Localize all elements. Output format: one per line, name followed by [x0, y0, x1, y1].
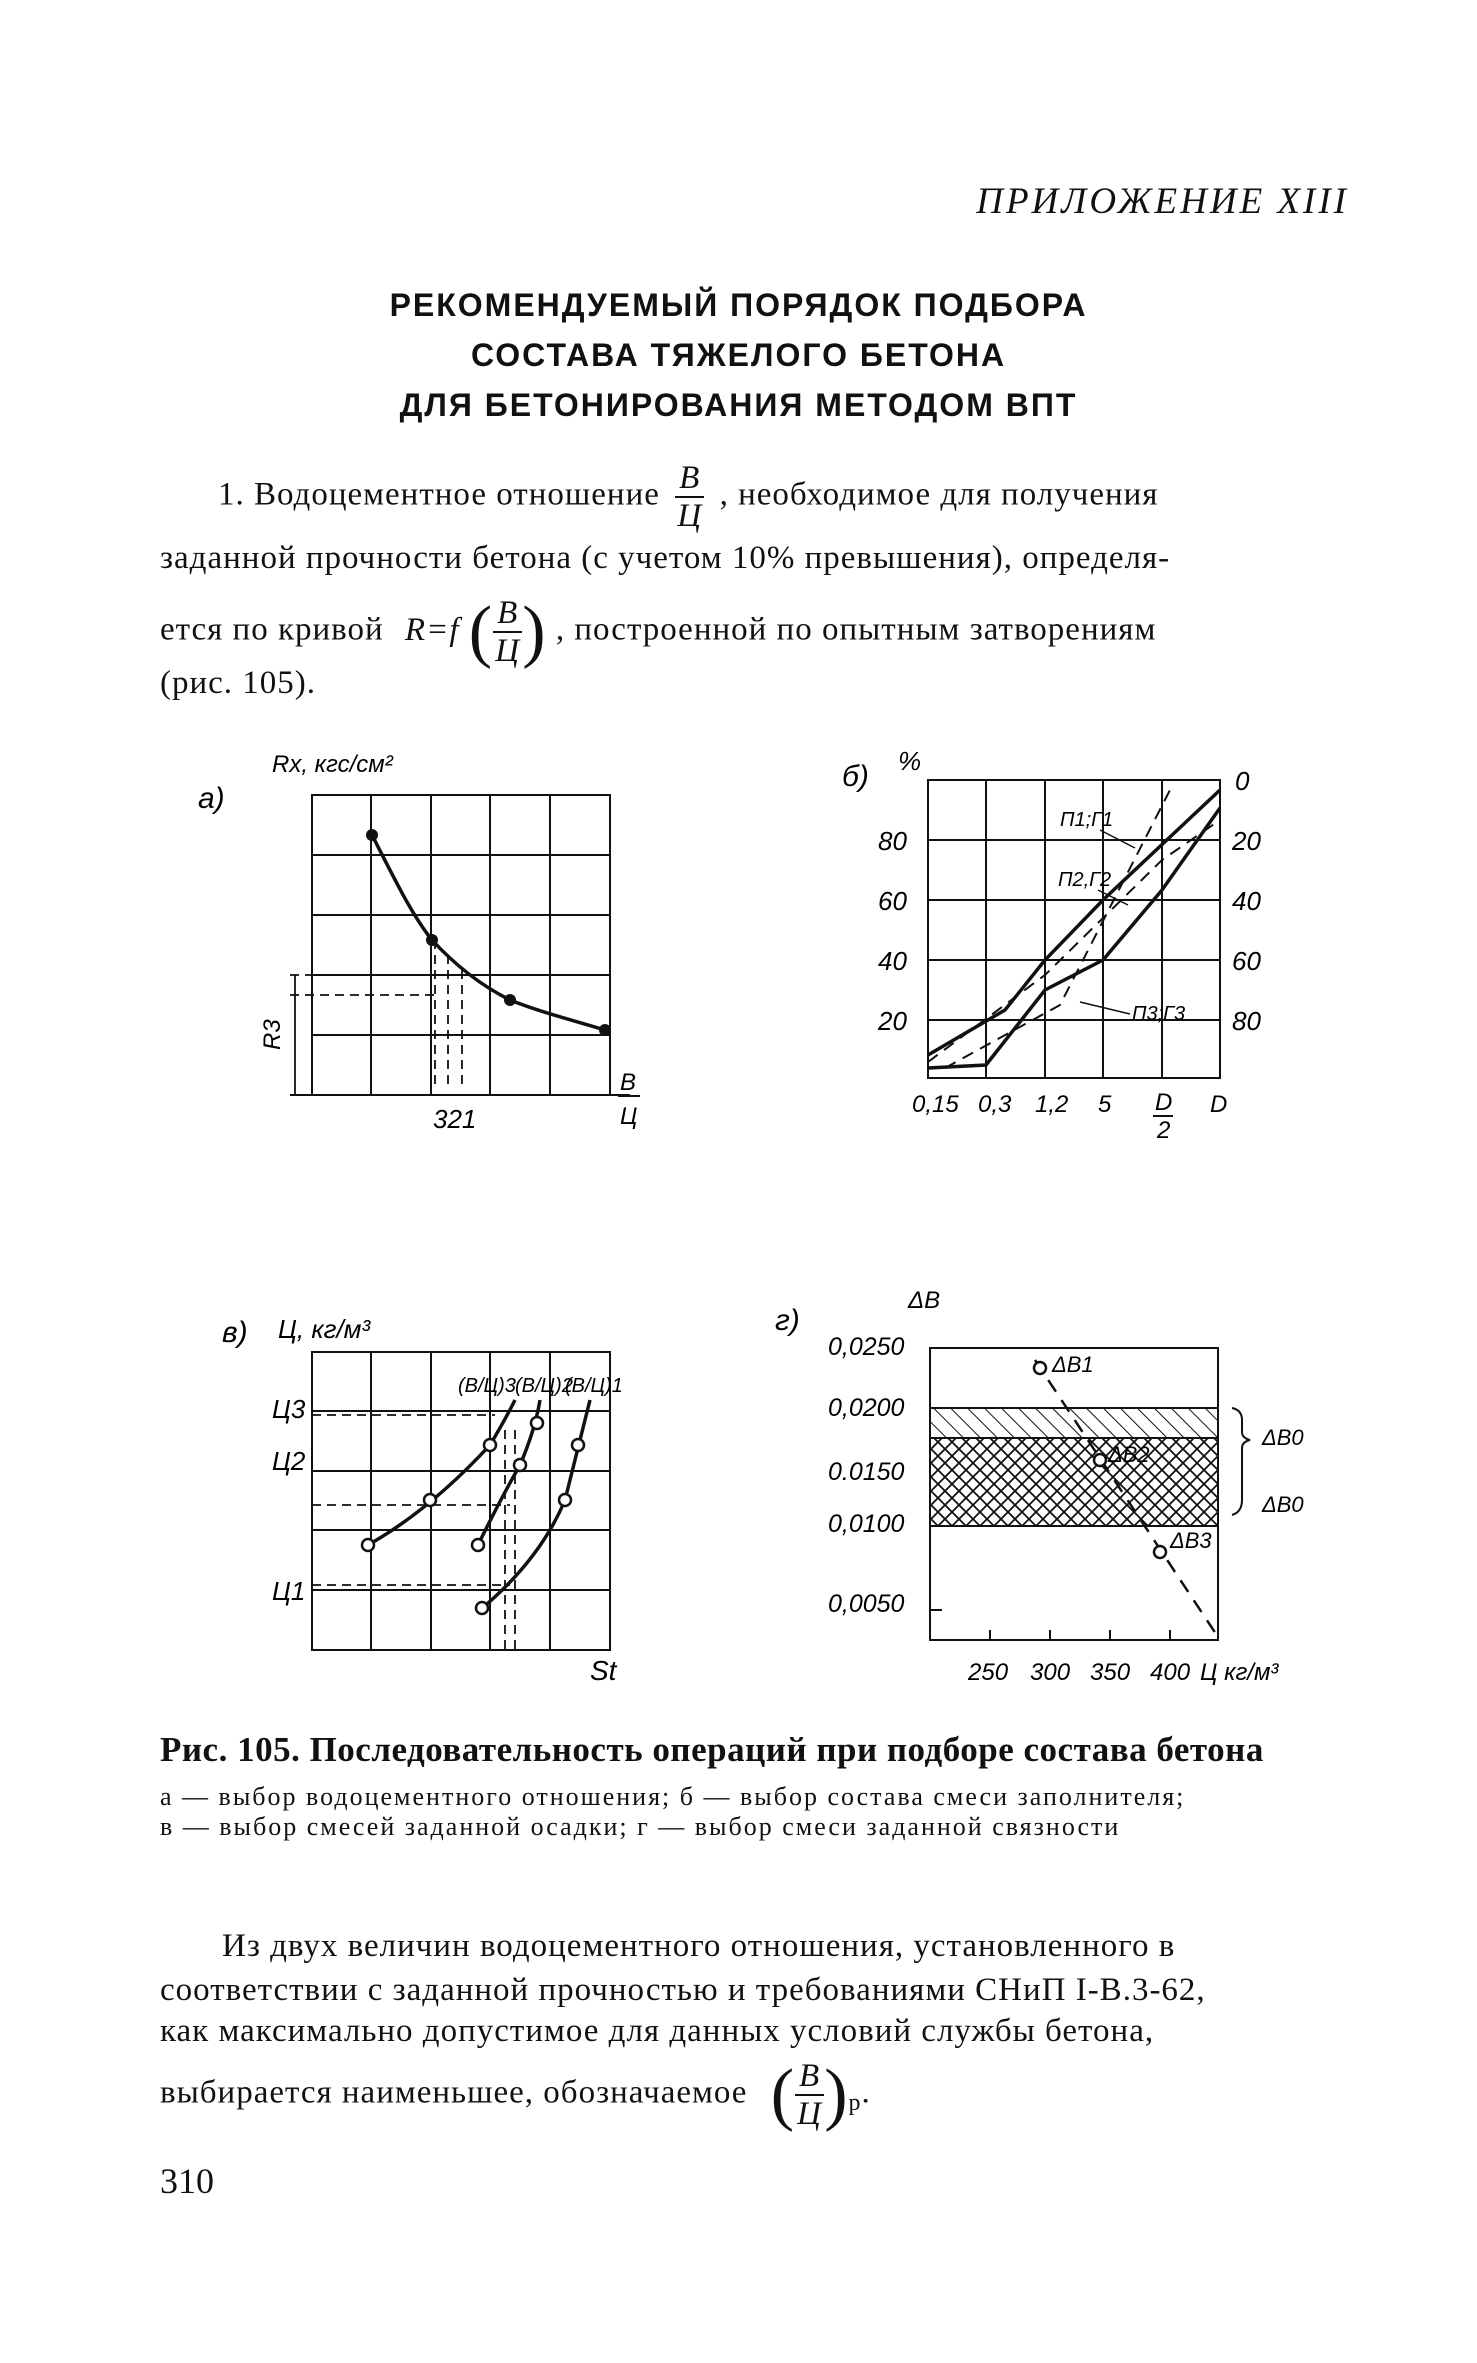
curve-label-p2: П2,Г2: [1058, 869, 1112, 891]
panel-b-x-tick: 0,15: [912, 1091, 959, 1118]
fraction-w-c-p: [795, 2058, 824, 2132]
panel-d-y-tick: 0,0250: [828, 1333, 905, 1361]
panel-b: [842, 746, 1261, 1144]
panel-b-x-tick: 5: [1098, 1091, 1112, 1118]
band-crosshatched: [930, 1438, 1218, 1526]
point-label-dw1: ΔВ1: [1052, 1352, 1094, 1377]
appendix-label: ПРИЛОЖЕНИЕ XIII: [976, 181, 1349, 222]
paren-right: ): [522, 593, 547, 670]
para2-line4-text: выбирается наименьшее, обозначаемое: [160, 2074, 748, 2111]
caption-legend-1: а — выбор водоцементного отношения; б — выбор состава смеси заполнителя;: [160, 1782, 1186, 1811]
page-number: 310: [160, 2161, 214, 2201]
panel-d-y-tick: 0,0050: [828, 1590, 905, 1618]
panel-c-x-axis-label: St: [590, 1655, 617, 1686]
panel-b-right-tick: 40: [1232, 886, 1261, 916]
brace-label-1: ΔВ0: [1262, 1425, 1304, 1450]
panel-a-point-1: [366, 829, 378, 841]
para1-line3-a: ется по кривой: [160, 611, 384, 648]
curve-label-p3: П3;Г3: [1132, 1003, 1186, 1025]
frac-denominator-p: Ц: [797, 2096, 823, 2132]
para1-text-b: , необходимое для получения: [719, 476, 1159, 513]
panel-b-x-tick: 0,3: [978, 1091, 1012, 1118]
panel-c-y-axis-label: Ц, кг/м³: [278, 1314, 371, 1344]
panel-a-y-axis-label: Rx, кгс/см²: [272, 751, 393, 778]
panel-b-x-tick: D: [1210, 1091, 1228, 1118]
panel-b-x-tick: D: [1155, 1089, 1173, 1116]
panel-b-left-tick: 20: [878, 1006, 907, 1036]
panel-c-point: [531, 1417, 543, 1429]
panel-c-point: [514, 1459, 526, 1471]
para2-line3: как максимально допустимое для данных условий службы бетона,: [160, 2013, 1155, 2049]
frac-numerator-2: В: [493, 595, 522, 633]
r3-label: R3: [259, 1019, 286, 1050]
panel-a-point-4: [599, 1024, 611, 1036]
panel-b-right-tick: 80: [1232, 1006, 1261, 1036]
para1-text-a: 1. Водоцементное отношение: [218, 476, 660, 513]
curve-p2-g2-dashed: [928, 820, 1220, 1062]
panel-c-point: [472, 1539, 484, 1551]
panel-d-x-tick: 400: [1150, 1659, 1191, 1686]
panel-d-x-tick: 300: [1030, 1659, 1071, 1686]
panel-a-point-3: [504, 994, 516, 1006]
panel-a-curve: [372, 835, 605, 1030]
panel-d: [775, 1287, 1304, 1686]
panel-c-y-tick: Ц1: [272, 1576, 306, 1606]
panel-b-right-ticks: [1231, 766, 1261, 1036]
panel-a-point-2: [426, 934, 438, 946]
curve-wc3-label: (В/Ц)3: [458, 1375, 516, 1397]
curve-wc1-label: (В/Ц)1: [565, 1375, 623, 1397]
panel-b-x-tick-den: 2: [1157, 1117, 1171, 1144]
curve-wc2-label: (В/Ц)2: [515, 1375, 573, 1397]
panel-a-ticks: 321: [433, 1104, 477, 1134]
panel-b-y-title: %: [898, 746, 922, 776]
panel-a: [198, 751, 640, 1134]
panel-d-label: г): [775, 1304, 800, 1337]
paren-left-2: (: [770, 2056, 796, 2133]
paren-left: (: [468, 593, 494, 670]
panel-c-y-tick: Ц3: [272, 1394, 306, 1424]
panel-c-point: [424, 1494, 436, 1506]
panel-d-x-ticks: [967, 1659, 1191, 1686]
formula-r-f: R=f: [404, 611, 460, 648]
panel-b-x-ticks: [912, 1089, 1227, 1144]
para2-line1: Из двух величин водоцементного отношения, установленного в: [222, 1928, 1176, 1964]
panel-a-projections: [290, 940, 505, 1090]
panel-d-y-tick: 0,0100: [828, 1510, 905, 1538]
panel-b-right-tick: 0: [1235, 766, 1250, 796]
frac-denominator: Ц: [677, 498, 703, 534]
para1-line2: заданной прочности бетона (с учетом 10% превышения), определя-: [160, 540, 1171, 576]
panel-b-left-tick: 80: [878, 826, 907, 856]
panel-b-x-tick: 1,2: [1035, 1091, 1069, 1118]
para1-line4: (рис. 105).: [160, 665, 317, 701]
panel-a-label: а): [198, 782, 225, 815]
panel-d-y-ticks: [828, 1333, 905, 1618]
panel-d-x-tick: 350: [1090, 1659, 1131, 1686]
para2-line2: соответствии с заданной прочностью и требованиями СНиП I-В.3-62,: [160, 1972, 1206, 2008]
curve-wc3: [368, 1400, 515, 1545]
panel-a-x-den: Ц: [620, 1103, 638, 1130]
subscript-p: р: [848, 2090, 862, 2117]
curve-label-p3-leader: [1080, 1002, 1130, 1014]
paren-right-2: ): [824, 2056, 849, 2133]
panel-b-label: б): [842, 760, 869, 793]
panel-d-y-tick: 0.0150: [828, 1458, 905, 1486]
frac-numerator-p: В: [795, 2058, 824, 2096]
brace-label-2: ΔВ0: [1262, 1492, 1304, 1517]
band-hatched: [930, 1408, 1218, 1438]
curve-label-p1: П1;Г1: [1060, 809, 1114, 831]
figure-caption: Рис. 105. Последовательность операций при подборе состава бетона: [160, 1730, 1264, 1769]
title-line-1: РЕКОМЕНДУЕМЫЙ ПОРЯДОК ПОДБОРА: [389, 287, 1088, 323]
panel-d-point: [1154, 1546, 1166, 1558]
para1-line3-b: , построенной по опытным затворениям: [555, 611, 1157, 648]
panel-d-tick-marks: [930, 1610, 1170, 1640]
panel-c-point: [572, 1439, 584, 1451]
panel-b-right-tick: 20: [1232, 826, 1261, 856]
panel-b-left-tick: 40: [878, 946, 907, 976]
panel-c-y-ticks: [272, 1394, 306, 1606]
point-label-dw2: ΔВ2: [1108, 1442, 1150, 1467]
title-line-2: СОСТАВА ТЯЖЕЛОГО БЕТОНА: [470, 337, 1007, 373]
frac-denominator-2: Ц: [495, 633, 521, 669]
panel-d-x-tick: 250: [968, 1659, 1009, 1686]
panel-c-curve-labels: [458, 1375, 623, 1397]
panel-d-point: [1094, 1454, 1106, 1466]
frac-numerator: В: [675, 460, 704, 498]
panel-c-label: в): [222, 1316, 248, 1349]
panel-d-x-axis-label: Ц кг/м³: [1200, 1659, 1279, 1686]
panel-c-point: [476, 1602, 488, 1614]
panel-a-grid: [290, 795, 630, 1095]
panel-c: [222, 1314, 623, 1686]
panel-d-brace: [1232, 1408, 1250, 1515]
panel-d-y-tick: 0,0200: [828, 1394, 905, 1422]
panel-b-right-tick: 60: [1232, 946, 1261, 976]
para2-line4: выбирается наименьшее, обозначаемое ( $\frac{В}{Ц}$ )$_р$.: [160, 2056, 871, 2133]
panel-d-y-axis-label: ΔВ: [908, 1287, 941, 1314]
title-line-3: ДЛЯ БЕТОНИРОВАНИЯ МЕТОДОМ ВПТ: [399, 387, 1078, 423]
panel-c-point: [484, 1439, 496, 1451]
panel-c-point: [362, 1539, 374, 1551]
caption-legend-2: в — выбор смесей заданной осадки; г — выбор смеси заданной связности: [160, 1812, 1121, 1841]
point-label-dw3: ΔВ3: [1170, 1528, 1212, 1553]
panel-c-y-tick: Ц2: [272, 1446, 306, 1476]
panel-d-point: [1034, 1362, 1046, 1374]
panel-a-x-num: В: [620, 1069, 637, 1096]
panel-b-left-tick: 60: [878, 886, 907, 916]
panel-c-point: [559, 1494, 571, 1506]
panel-b-left-ticks: [877, 826, 907, 1036]
